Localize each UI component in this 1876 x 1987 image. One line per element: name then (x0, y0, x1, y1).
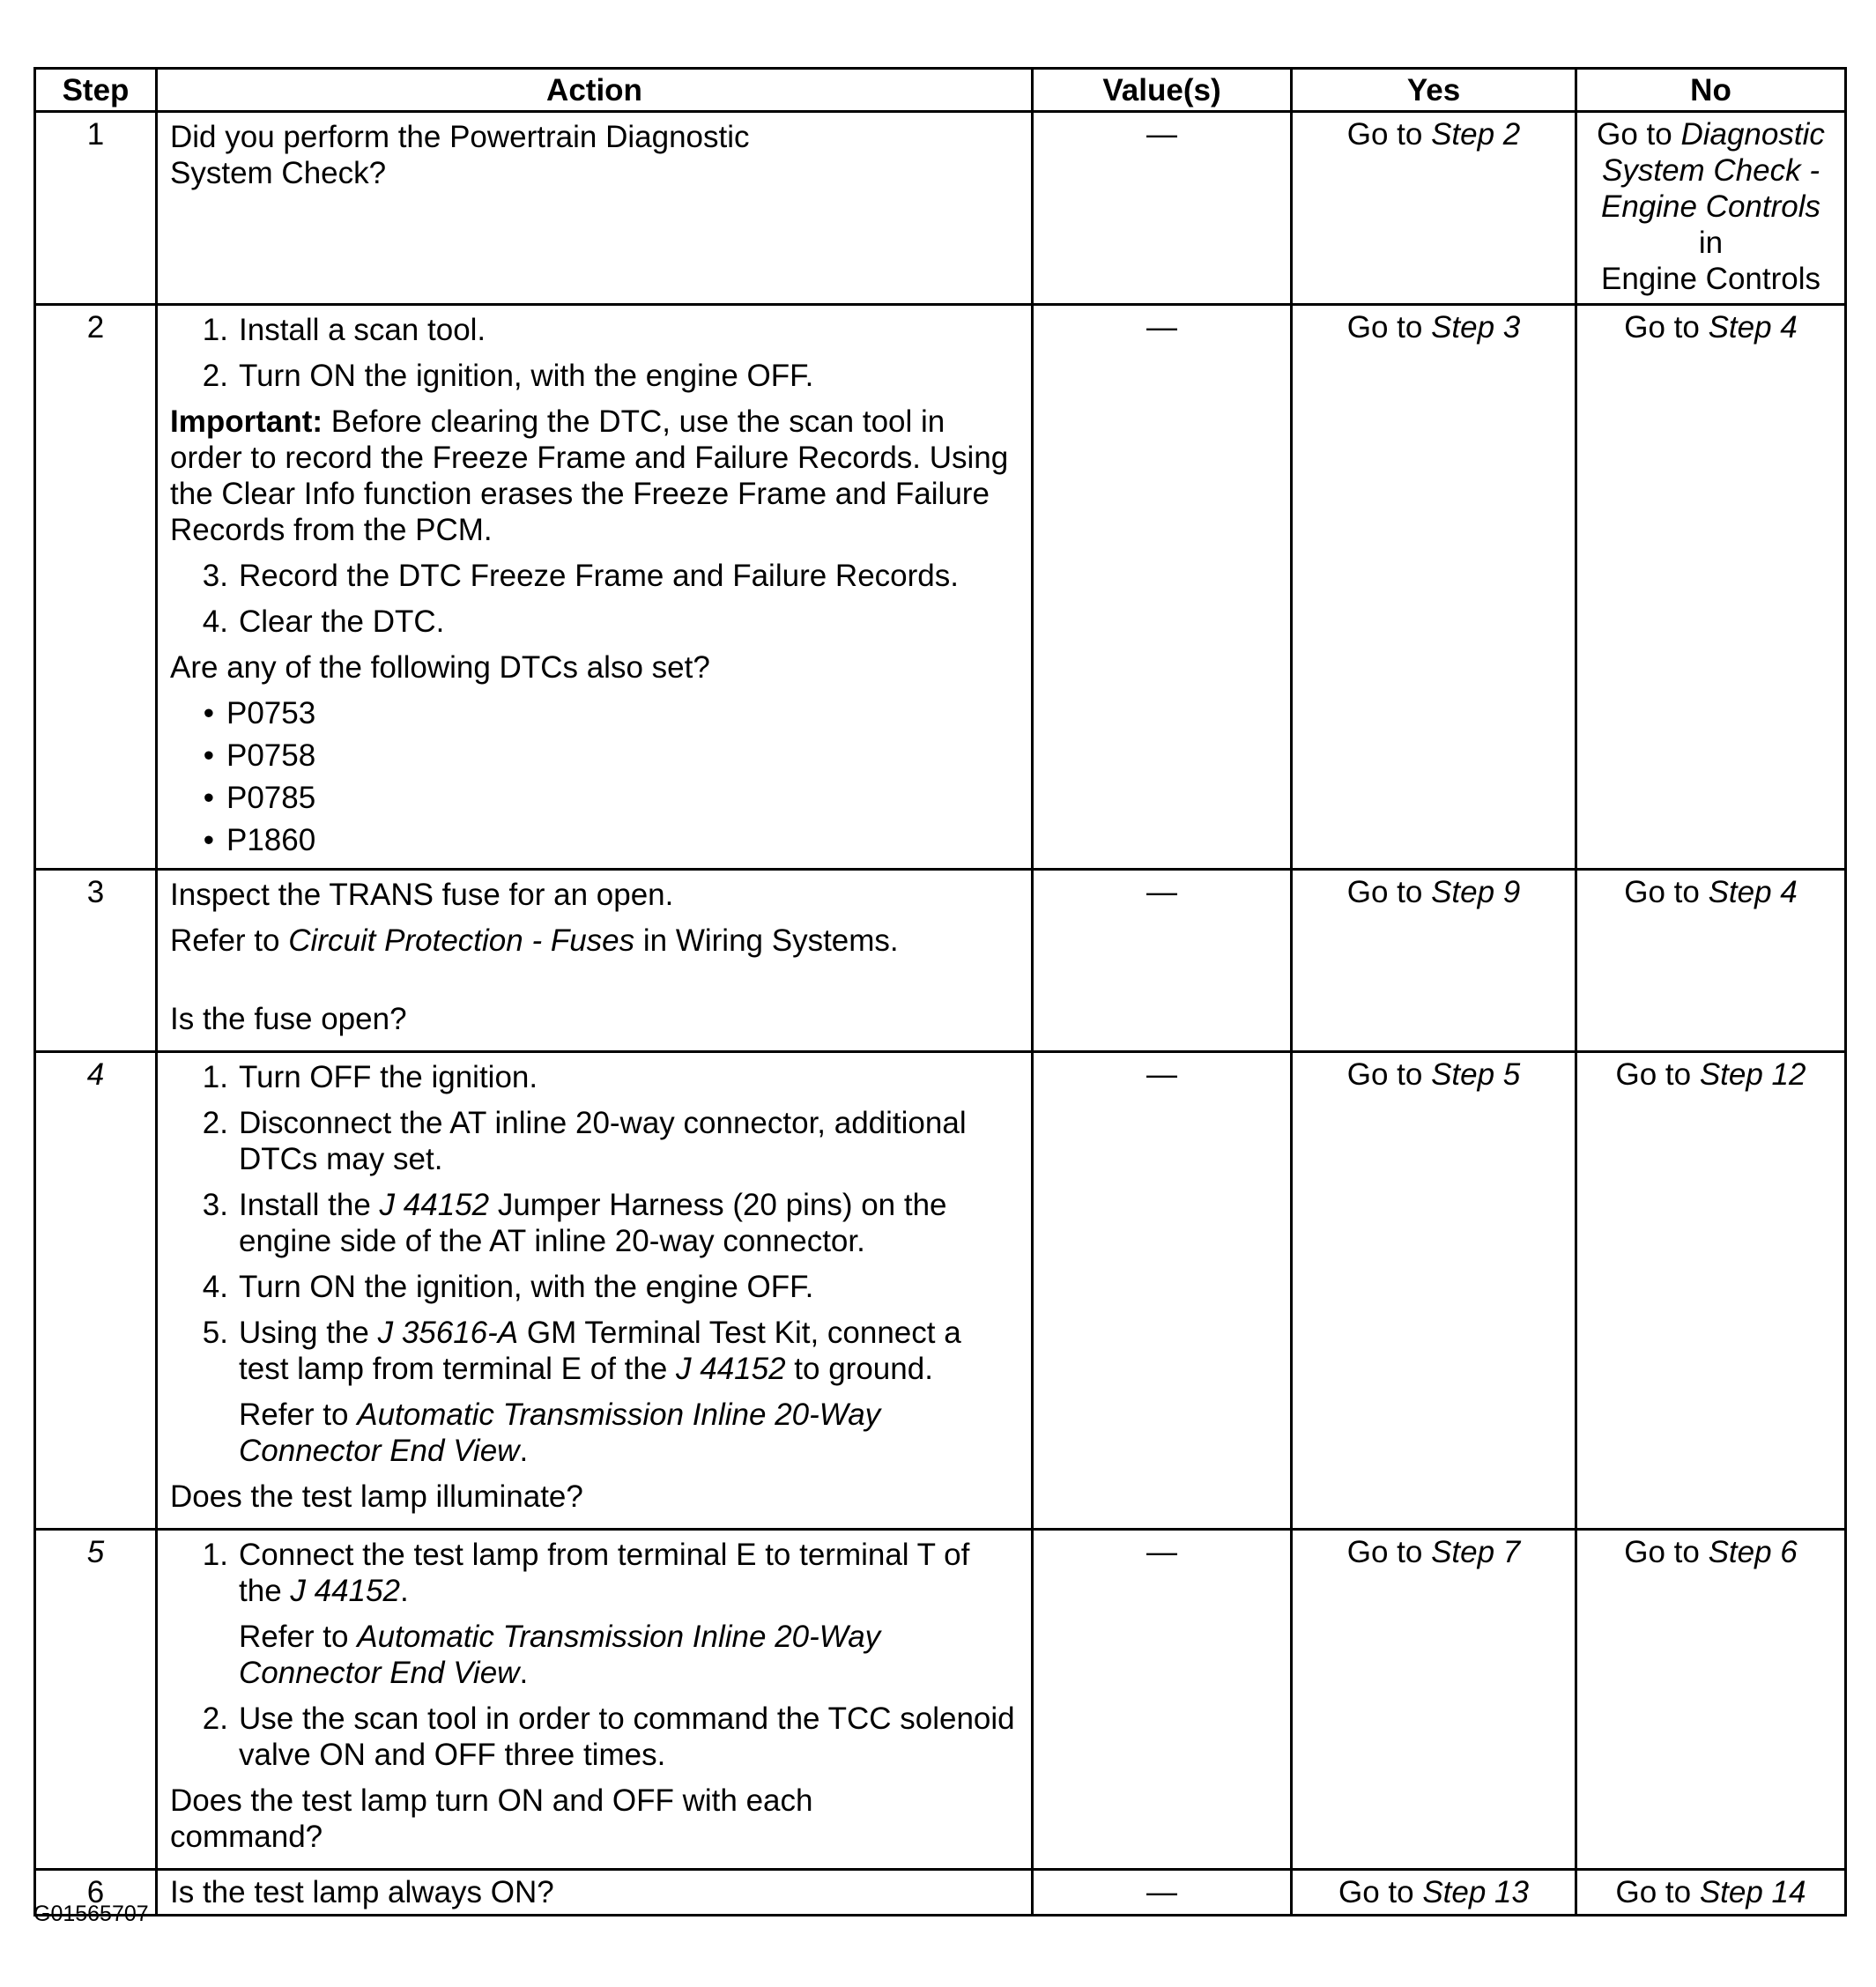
bullet-icon: • (203, 738, 214, 773)
action-cell (157, 1530, 1033, 1870)
header-action: Action (157, 69, 1033, 112)
step-list (170, 558, 1019, 640)
header-no: No (1576, 69, 1846, 112)
value-cell: — (1033, 1052, 1292, 1530)
no-cell (1576, 112, 1846, 305)
goto-step-link[interactable]: Step 5 (1431, 1057, 1521, 1092)
list-item: 2. Turn ON the ignition, with the engine OFF. (202, 359, 814, 393)
refer-text: Refer to Automatic Transmission Inline 20-Way Connector End View. (239, 1620, 881, 1690)
diagnostic-system-check-link[interactable]: Diagnostic System Check - Engine Controls (1600, 117, 1825, 224)
bullet-icon: • (203, 696, 214, 730)
tool-j44152-link[interactable]: J 44152 (676, 1352, 786, 1386)
goto-step-link[interactable]: Step 9 (1431, 875, 1521, 909)
action-cell (157, 1870, 1033, 1916)
value-cell: — (1033, 870, 1292, 1052)
list-item: 1. Turn OFF the ignition. (202, 1060, 538, 1094)
step-list (170, 1537, 1019, 1609)
goto-step-link[interactable]: Step 14 (1699, 1875, 1806, 1909)
step-number: 5 (35, 1530, 157, 1870)
action-cell (157, 870, 1033, 1052)
bullet-icon: • (203, 781, 214, 815)
list-item: 1. Connect the test lamp from terminal E to terminal T of the J 44152. (202, 1538, 970, 1608)
goto-step-link[interactable]: Step 3 (1431, 310, 1521, 345)
list-item: • P0785 (170, 780, 1019, 816)
goto-step-link[interactable]: Step 13 (1422, 1875, 1529, 1909)
header-yes: Yes (1292, 69, 1576, 112)
yes-cell: Go to Step 13 (1292, 1870, 1576, 1916)
question-text: Does the test lamp illuminate? (170, 1479, 583, 1514)
value-cell: — (1033, 1870, 1292, 1916)
in-text: in (1698, 226, 1724, 260)
step-number: 4 (35, 1052, 157, 1530)
important-note (170, 404, 1019, 548)
header-row (35, 69, 1846, 112)
no-cell: Go to Step 6 (1576, 1530, 1846, 1870)
circuit-protection-link[interactable]: Circuit Protection - Fuses (288, 923, 635, 958)
table-row-step-5 (35, 1530, 1846, 1870)
step-number: 3 (35, 870, 157, 1052)
table-row-step-2 (35, 305, 1846, 870)
list-item: • P0753 (170, 695, 1019, 731)
no-cell: Go to Step 14 (1576, 1870, 1846, 1916)
value-cell: — (1033, 1530, 1292, 1870)
action-text: Did you perform the Powertrain Diagnostic System Check? (170, 120, 750, 190)
important-text: Before clearing the DTC, use the scan tool in order to record the Freeze Frame and Failure Records. Using the Clear Info function erases the Freeze Frame and Failure Records from the PCM. (170, 404, 1009, 547)
yes-cell: Go to Step 3 (1292, 305, 1576, 870)
goto-prefix: Go to (1346, 117, 1432, 152)
step-number: 6 (35, 1870, 157, 1916)
list-item: 3. Record the DTC Freeze Frame and Failure Records. (202, 559, 959, 593)
list-item: 4. Turn ON the ignition, with the engine OFF. (202, 1270, 814, 1304)
yes-cell: Go to Step 7 (1292, 1530, 1576, 1870)
list-item: • P1860 (170, 822, 1019, 858)
list-item: 5. Using the J 35616-A GM Terminal Test Kit, connect a test lamp from terminal E of the J 44152 to ground. (202, 1316, 961, 1386)
bullet-icon: • (203, 823, 214, 857)
connector-end-view-link[interactable]: Automatic Transmission Inline 20-Way Connector End View (239, 1620, 881, 1690)
goto-step-link[interactable]: Step 4 (1708, 310, 1798, 345)
dtc-bullet-list (170, 695, 1019, 858)
step-list (170, 1701, 1019, 1773)
step-number: 1 (35, 112, 157, 305)
action-cell (157, 1052, 1033, 1530)
yes-cell: Go to Step 9 (1292, 870, 1576, 1052)
action-cell (157, 112, 1033, 305)
step-list (170, 312, 1019, 394)
yes-cell: Go to Step 5 (1292, 1052, 1576, 1530)
table-row-step-6 (35, 1870, 1846, 1916)
goto-step-link[interactable]: Step 6 (1708, 1535, 1798, 1569)
goto-step-link[interactable]: Step 7 (1431, 1535, 1521, 1569)
list-item: • P0758 (170, 738, 1019, 774)
header-values: Value(s) (1033, 69, 1292, 112)
list-item: 1. Install a scan tool. (202, 313, 486, 347)
action-cell (157, 305, 1033, 870)
table-row-step-4 (35, 1052, 1846, 1530)
tool-j35616a-link[interactable]: J 35616-A (377, 1316, 519, 1350)
no-cell: Go to Step 4 (1576, 305, 1846, 870)
question-text: Is the fuse open? (170, 1002, 407, 1036)
table-row-step-1 (35, 112, 1846, 305)
figure-id: G01565707 (33, 1902, 149, 1926)
step-number: 2 (35, 305, 157, 870)
engine-controls-text: Engine Controls (1600, 262, 1821, 296)
list-item: 4. Clear the DTC. (202, 604, 445, 639)
refer-text: Refer to Automatic Transmission Inline 20-Way Connector End View. (239, 1398, 881, 1468)
list-item: 2. Use the scan tool in order to command the TCC solenoid valve ON and OFF three times. (202, 1702, 1015, 1772)
list-item: 2. Disconnect the AT inline 20-way connector, additional DTCs may set. (202, 1106, 967, 1176)
value-cell: — (1033, 305, 1292, 870)
step-list (170, 1059, 1019, 1387)
list-item: 3. Install the J 44152 Jumper Harness (20 pins) on the engine side of the AT inline 20-way connector. (202, 1188, 947, 1258)
refer-text: Refer to Circuit Protection - Fuses in Wiring Systems. (170, 923, 899, 958)
goto-prefix: Go to (1597, 117, 1681, 152)
diagnostic-table (33, 67, 1847, 1917)
connector-end-view-link[interactable]: Automatic Transmission Inline 20-Way Connector End View (239, 1398, 881, 1468)
question-text: Does the test lamp turn ON and OFF with each command? (170, 1783, 813, 1854)
question-text: Are any of the following DTCs also set? (170, 650, 710, 685)
question-text: Is the test lamp always ON? (170, 1875, 554, 1909)
header-step: Step (35, 69, 157, 112)
goto-step-link[interactable]: Step 4 (1708, 875, 1798, 909)
tool-j44152-link[interactable]: J 44152 (290, 1574, 400, 1608)
no-cell: Go to Step 4 (1576, 870, 1846, 1052)
action-text: Inspect the TRANS fuse for an open. (170, 878, 674, 912)
goto-step-link[interactable]: Step 12 (1699, 1057, 1806, 1092)
table-row-step-3 (35, 870, 1846, 1052)
important-label: Important: (170, 404, 323, 439)
tool-j44152-link[interactable]: J 44152 (379, 1188, 490, 1222)
yes-cell (1292, 112, 1576, 305)
goto-step-link[interactable]: Step 2 (1431, 117, 1521, 152)
no-cell: Go to Step 12 (1576, 1052, 1846, 1530)
value-cell: — (1033, 112, 1292, 305)
